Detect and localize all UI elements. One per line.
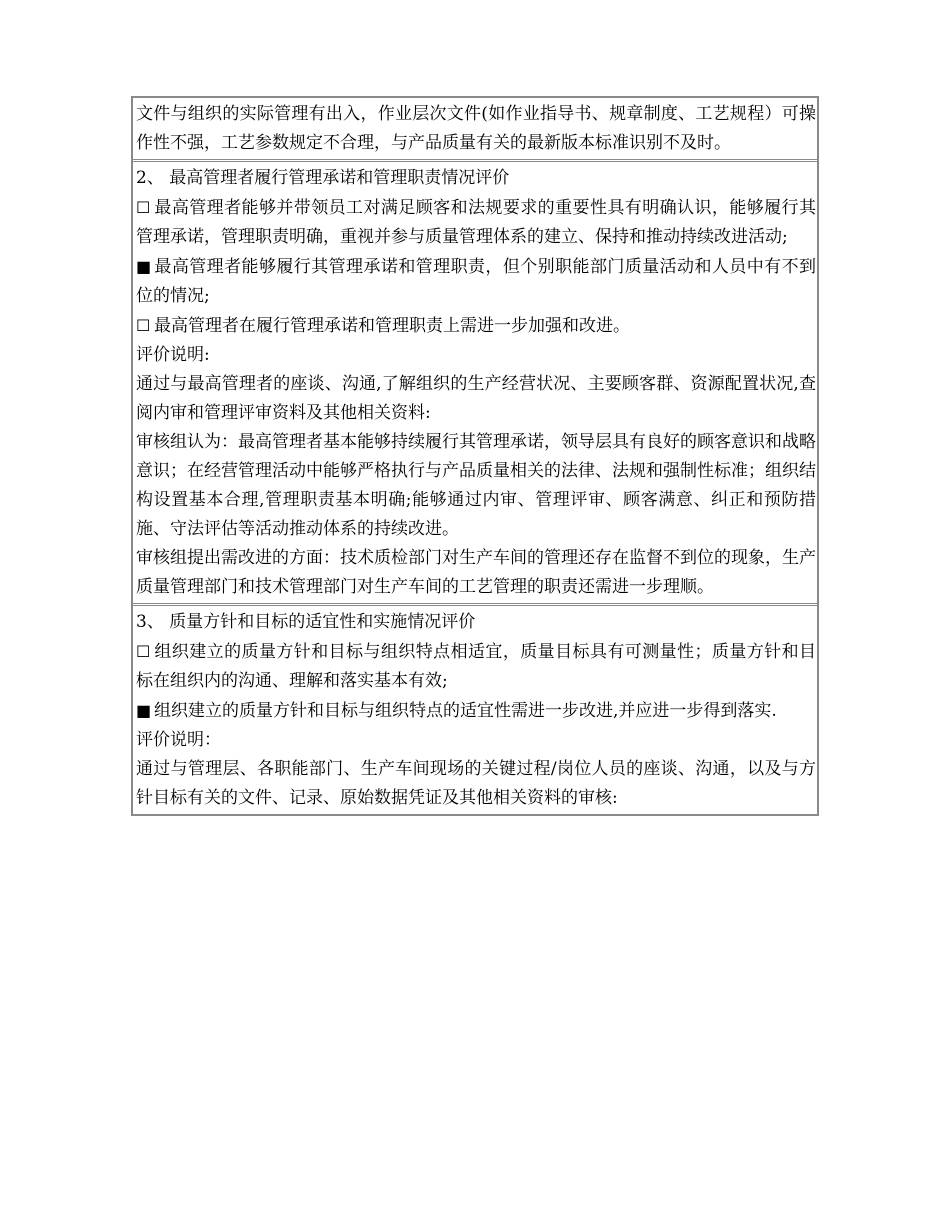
option-item [136, 696, 817, 726]
section-heading: 3、 质量方针和目标的适宜性和实施情况评价 [136, 612, 476, 632]
section-heading: 2、 最高管理者履行管理承诺和管理职责情况评价 [136, 168, 510, 188]
option-item [136, 311, 817, 341]
unchecked-box-icon: ☐ [136, 642, 151, 661]
unchecked-box-icon: ☐ [136, 316, 151, 335]
checked-box-icon: ■ [136, 701, 152, 720]
note-label: 评价说明： [136, 730, 221, 750]
body-paragraph: 通过与管理层、各职能部门、生产车间现场的关键过程/岗位人员的座谈、沟通，以及与方针目标有关的文件、记录、原始数据凭证及其他相关资料的审核: [136, 759, 816, 808]
unchecked-box-icon: ☐ [136, 198, 151, 217]
evaluation-table [131, 96, 819, 816]
option-text: 最高管理者能够履行其管理承诺和管理职责，但个别职能部门质量活动和人员中有不到位的情况; [136, 257, 816, 306]
option-text: 最高管理者能够并带领员工对满足顾客和法规要求的重要性具有明确认识，能够履行其管理承诺，管理职责明确，重视并参与质量管理体系的建立、保持和推动持续改进活动; [136, 198, 816, 247]
section-continuation [133, 98, 817, 162]
body-paragraph: 通过与最高管理者的座谈、沟通,了解组织的生产经营状况、主要顾客群、资源配置状况,查阅内审和管理评审资料及其他相关资料: [136, 374, 816, 423]
section-quality-policy [133, 606, 817, 814]
option-text: 组织建立的质量方针和目标与组织特点相适宜，质量目标具有可测量性；质量方针和目标在组织内的沟通、理解和落实基本有效; [136, 642, 816, 691]
option-item [136, 637, 817, 696]
body-paragraph: 审核组提出需改进的方面：技术质检部门对生产车间的管理还存在监督不到位的现象，生产质量管理部门和技术管理部门对生产车间的工艺管理的职责还需进一步理顺。 [136, 548, 816, 597]
option-item [136, 193, 817, 252]
option-item [136, 252, 817, 311]
body-paragraph: 审核组认为：最高管理者基本能够持续履行其管理承诺，领导层具有良好的顾客意识和战略意识；在经营管理活动中能够严格执行与产品质量相关的法律、法规和强制性标准；组织结构设置基本合理,管理职责基本明确;能够通过内审、管理评审、顾客满意、纠正和预防措施、守法评估等活动推动体系的持续改进。 [136, 432, 816, 539]
checked-box-icon: ■ [136, 257, 152, 276]
body-paragraph: 文件与组织的实际管理有出入，作业层次文件(如作业指导书、规章制度、工艺规程）可操作性不强，工艺参数规定不合理，与产品质量有关的最新版本标准识别不及时。 [136, 104, 816, 153]
option-text: 最高管理者在履行管理承诺和管理职责上需进一步加强和改进。 [154, 316, 630, 336]
section-management-commitment [133, 162, 817, 606]
note-label: 评价说明: [136, 345, 210, 365]
option-text: 组织建立的质量方针和目标与组织特点的适宜性需进一步改进,并应进一步得到落实. [154, 701, 777, 721]
